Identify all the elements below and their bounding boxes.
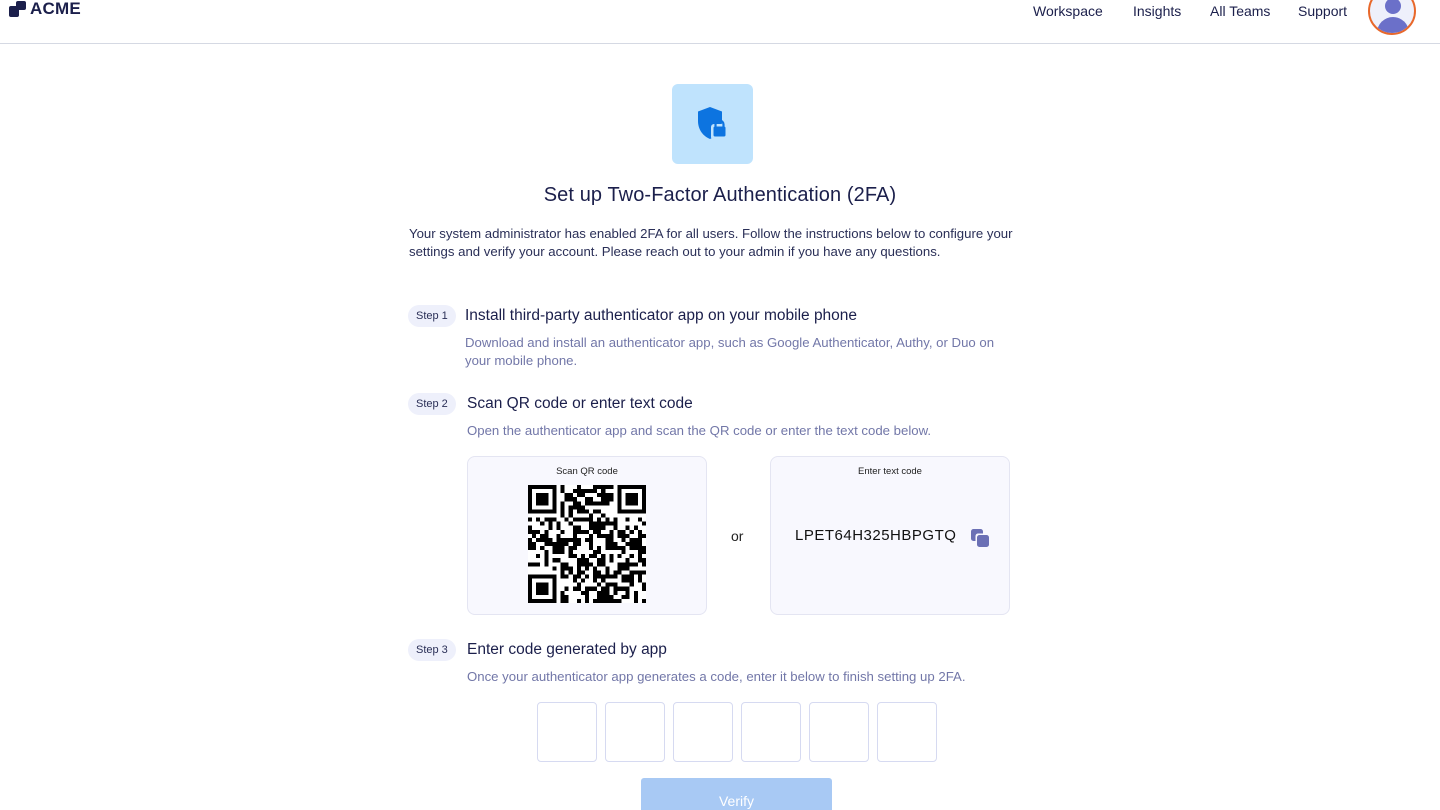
user-avatar-icon — [1385, 0, 1401, 14]
secret-text-code[interactable]: LPET64H325HBPGTQ — [795, 527, 957, 544]
text-code-label: Enter text code — [858, 466, 922, 477]
step-2-description: Open the authenticator app and scan the QR code or enter the text code below. — [467, 423, 932, 438]
copy-icon[interactable] — [970, 528, 990, 548]
otp-digit-4[interactable] — [741, 702, 801, 762]
top-navigation-bar — [0, 0, 1440, 44]
otp-digit-3[interactable] — [673, 702, 733, 762]
verify-button[interactable]: Verify — [641, 778, 832, 810]
step-2-title: Scan QR code or enter text code — [467, 395, 693, 412]
step-1-badge: Step 1 — [408, 305, 456, 327]
intro-text: Your system administrator has enabled 2FA for all users. Follow the instructions below to configure your settings and verify your account. Please reach out to your admin if you have any questions. — [409, 226, 1013, 259]
nav-insights[interactable]: Insights — [1133, 3, 1182, 19]
acme-logo[interactable] — [9, 0, 81, 18]
shield-lock-badge — [672, 84, 753, 164]
step-3-badge: Step 3 — [408, 639, 456, 661]
qr-code-image — [528, 485, 646, 603]
nav-workspace[interactable]: Workspace — [1033, 3, 1103, 19]
or-separator: or — [731, 528, 744, 544]
logo-text: ACME — [30, 0, 81, 18]
user-avatar-button[interactable] — [1368, 0, 1416, 35]
step-3-description: Once your authenticator app generates a code, enter it below to finish setting up 2FA. — [467, 669, 966, 684]
otp-digit-1[interactable] — [537, 702, 597, 762]
otp-digit-6[interactable] — [877, 702, 937, 762]
nav-support[interactable]: Support — [1298, 3, 1348, 19]
user-avatar-body — [1377, 17, 1409, 35]
text-code-card — [770, 456, 1010, 615]
logo-mark-icon — [9, 1, 27, 17]
step-3-title: Enter code generated by app — [467, 641, 667, 658]
step-2-badge: Step 2 — [408, 393, 456, 415]
qr-code-card — [467, 456, 707, 615]
otp-digit-2[interactable] — [605, 702, 665, 762]
step-1-description: Download and install an authenticator app, such as Google Authenticator, Authy, or Duo on your mobile phone. — [465, 335, 995, 368]
nav-all-teams[interactable]: All Teams — [1210, 3, 1271, 19]
page-title: Set up Two-Factor Authentication (2FA) — [543, 184, 897, 206]
otp-digit-5[interactable] — [809, 702, 869, 762]
shield-lock-icon — [696, 105, 730, 143]
step-1-title: Install third-party authenticator app on your mobile phone — [465, 307, 858, 324]
qr-code-label: Scan QR code — [556, 466, 618, 477]
